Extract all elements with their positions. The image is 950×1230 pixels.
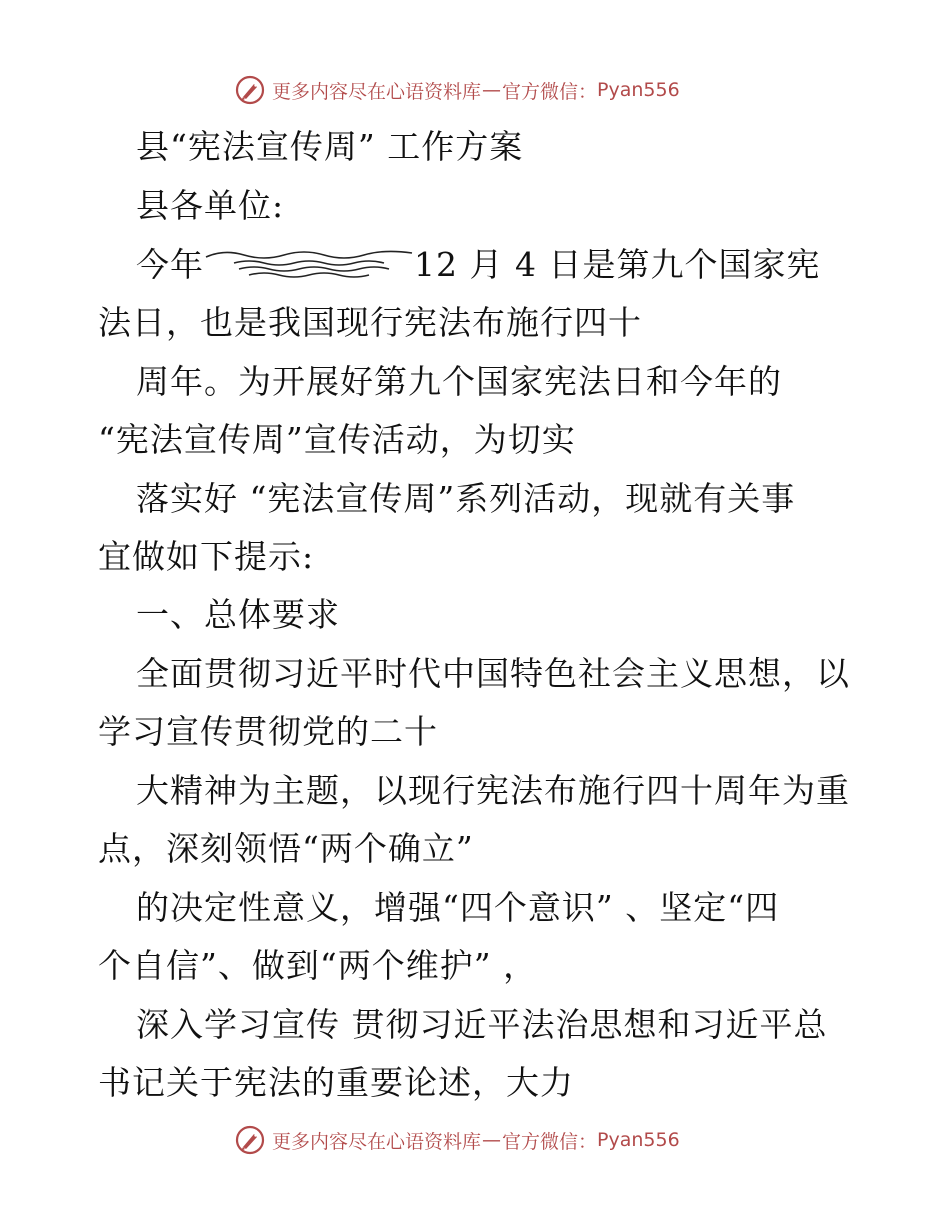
paragraph-line: 法日，也是我国现行宪法布施行四十	[98, 303, 642, 342]
watermark-wechat-label: 官方微信：	[502, 1130, 598, 1153]
paragraph-line: “宪法宣传周”宣传活动，为切实	[98, 420, 576, 459]
paragraph-text: 12 月 4 日是第九个国家宪	[414, 245, 821, 284]
watermark-main-text: 更多内容尽在心语资料库	[272, 80, 482, 103]
paragraph-line: 的决定性意义，增强“四个意识” 、坚定“四	[136, 888, 780, 927]
footer-watermark	[234, 1123, 680, 1157]
watermark-dash: —	[482, 79, 502, 101]
paragraph-line	[136, 245, 820, 285]
paragraph-line: 点，深刻领悟“两个确立”	[98, 829, 474, 868]
paragraph-line: 周年。为开展好第九个国家宪法日和今年的	[136, 362, 782, 401]
paragraph-line: 落实好 “宪法宣传周”系列活动，现就有关事	[136, 479, 796, 518]
watermark-wechat-id: Pyan556	[597, 1129, 680, 1151]
document-title: 县“宪法宣传周” 工作方案	[136, 127, 524, 166]
paragraph-text: 今年	[136, 245, 204, 284]
header-watermark	[234, 73, 680, 107]
section-heading: 一、总体要求	[136, 595, 340, 634]
watermark-wechat-id: Pyan556	[597, 79, 680, 101]
watermark-wechat-label: 官方微信：	[502, 80, 598, 103]
salutation: 县各单位:	[136, 186, 285, 225]
pen-logo-icon	[234, 74, 266, 106]
paragraph-line: 宜做如下提示:	[98, 537, 315, 576]
paragraph-line: 学习宣传贯彻党的二十	[98, 712, 438, 751]
paragraph-line: 深入学习宣传 贯彻习近平法治思想和习近平总	[136, 1005, 828, 1044]
paragraph-line: 大精神为主题，以现行宪法布施行四十周年为重	[136, 771, 850, 810]
watermark-dash: —	[482, 1129, 502, 1151]
wavy-strike-mark-icon	[204, 245, 414, 285]
paragraph-line: 个自信”、做到“两个维护” ，	[98, 946, 538, 985]
paragraph-line: 书记关于宪法的重要论述，大力	[98, 1063, 574, 1102]
paragraph-line: 全面贯彻习近平时代中国特色社会主义思想，以	[136, 654, 850, 693]
pen-logo-icon	[234, 1124, 266, 1156]
watermark-main-text: 更多内容尽在心语资料库	[272, 1130, 482, 1153]
